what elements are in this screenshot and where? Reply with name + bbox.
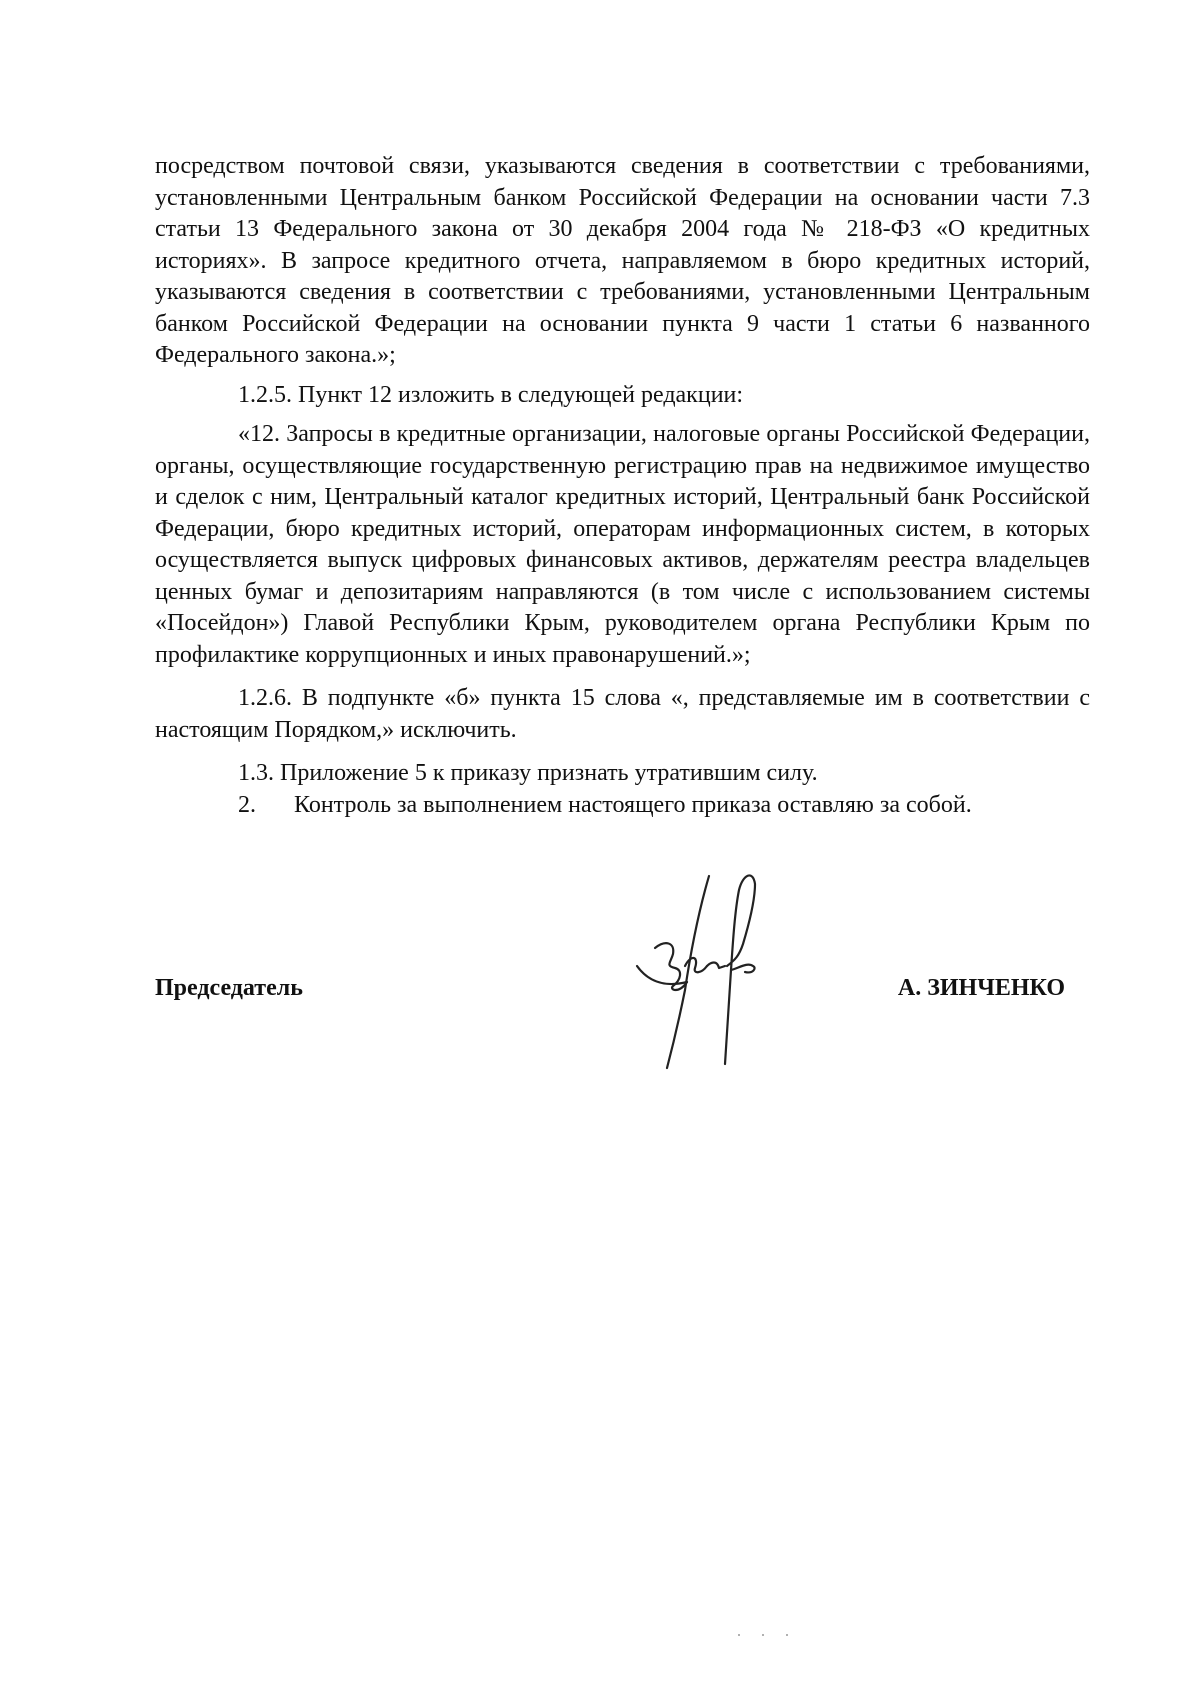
signer-name: А. ЗИНЧЕНКО bbox=[897, 975, 1065, 1001]
item-1-2-6: 1.2.6. В подпункте «б» пункта 15 слова «, представляемые им в соответствии с настоящим Порядком,» исключить. bbox=[155, 685, 1090, 743]
paragraph-continuation: посредством почтовой связи, указываются сведения в соответствии с требованиями, установленными Центральным банком Российской Федерации на основании части 7.3 статьи 13 Федерального закона от 30 декабря 2004 года № 218-ФЗ «О кредитных историях». В запросе кредитного отчета, направляемом в бюро кредитных историй, указываются сведения в соответствии с требованиями, установленными Центральным банком Российской Федерации на основании пункта 9 части 1 статьи 6 названного Федерального закона.»; bbox=[155, 153, 1090, 368]
item-2-number: 2. bbox=[238, 791, 256, 818]
signer-role: Председатель bbox=[155, 975, 303, 1001]
paragraph-12: «12. Запросы в кредитные организации, налоговые органы Российской Федерации, органы, осуществляющие государственную регистрацию прав на недвижимое имущество и сделок с ним, Центральный каталог кредитных историй, Центральный банк Российской Федерации, бюро кредитных историй, операторам информационных систем, в которых осуществляется выпуск цифровых финансовых активов, держателям реестра владельцев ценных бумаг и депозитариям направляются (в том числе с использованием системы «Посейдон») Главой Республики Крым, руководителем органа Республики Крым по профилактике коррупционных и иных правонарушений.»; bbox=[155, 421, 1090, 668]
handwritten-signature bbox=[635, 870, 815, 1070]
item-2 bbox=[155, 790, 1090, 822]
signature-block bbox=[155, 975, 1090, 1015]
document-body bbox=[155, 151, 1090, 821]
scan-artifact bbox=[735, 1630, 795, 1640]
item-1-2-5: 1.2.5. Пункт 12 изложить в следующей редакции: bbox=[238, 381, 744, 408]
item-2-text: Контроль за выполнением настоящего приказа оставляю за собой. bbox=[294, 791, 972, 818]
item-1-3: 1.3. Приложение 5 к приказу признать утратившим силу. bbox=[238, 760, 818, 786]
